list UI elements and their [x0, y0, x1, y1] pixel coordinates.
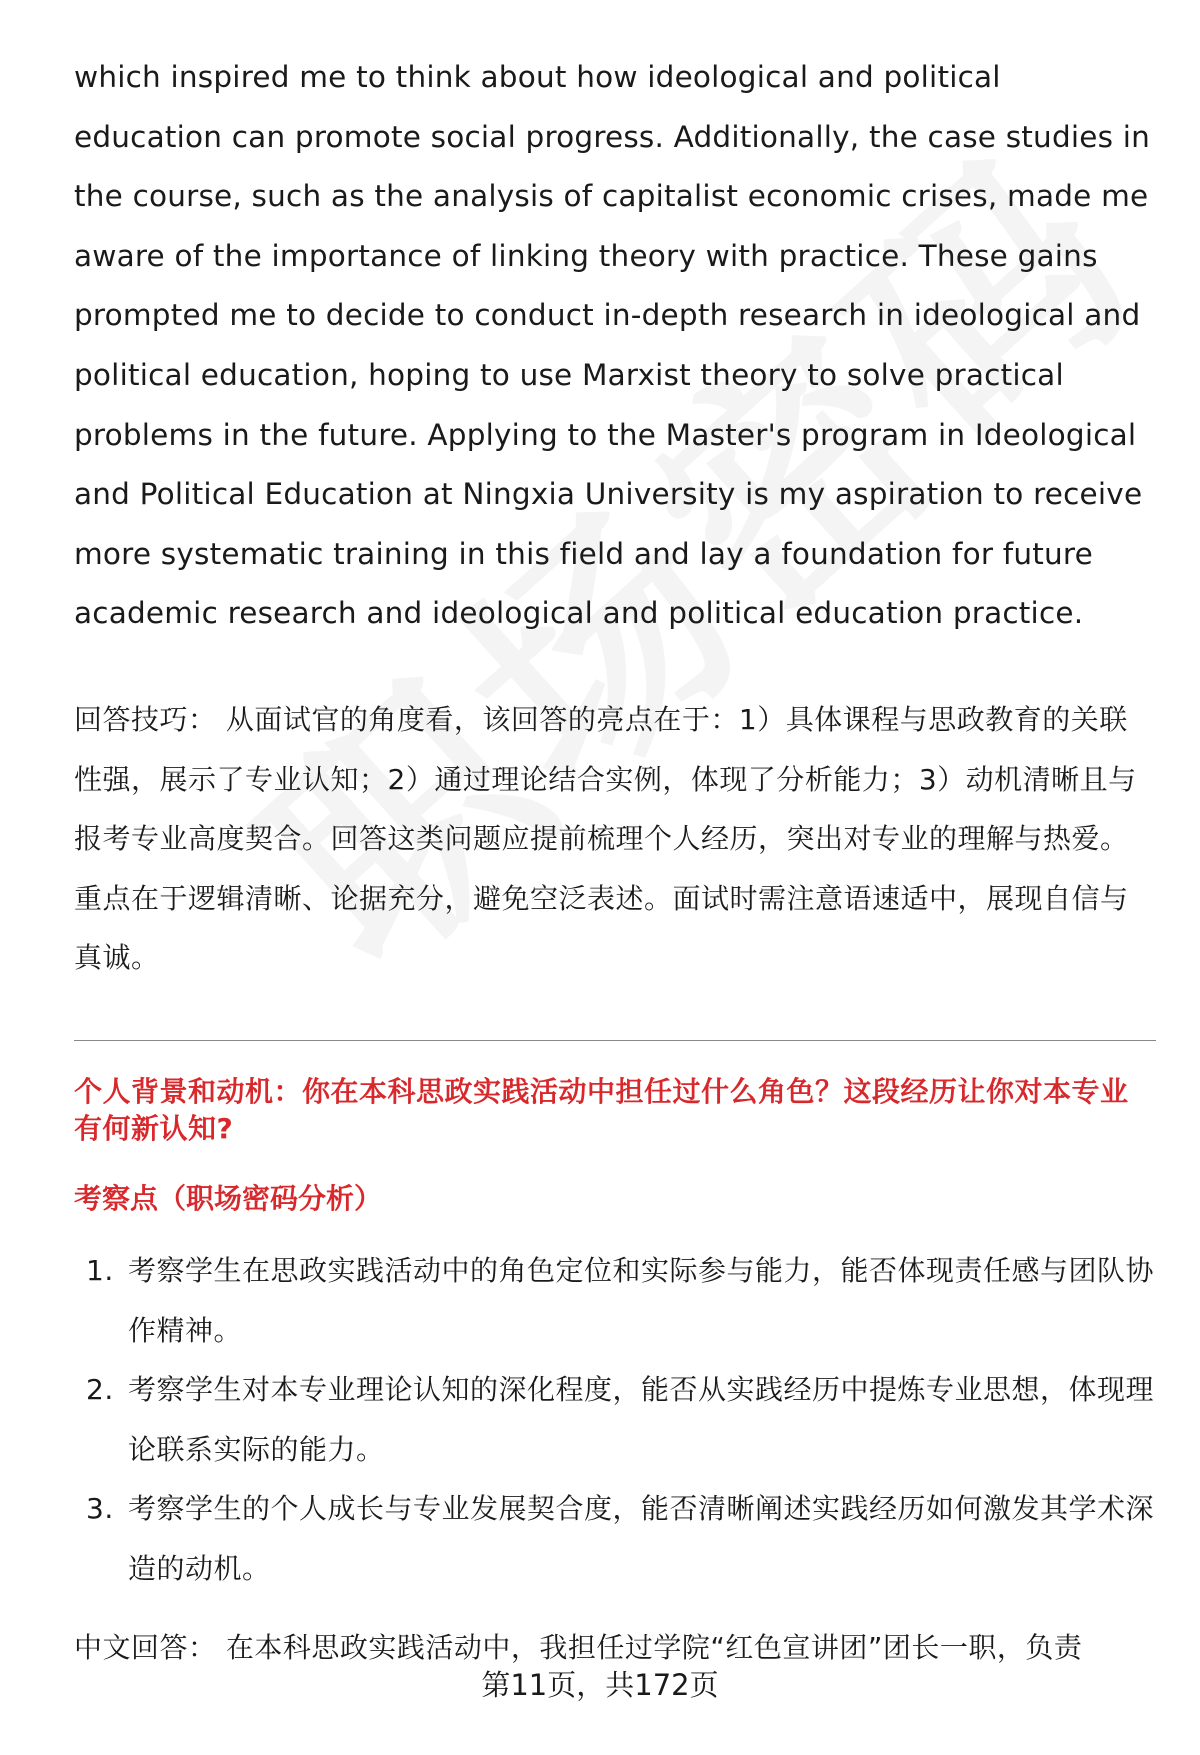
document-body	[74, 48, 1154, 1678]
list-item-text: 考察学生对本专业理论认知的深化程度，能否从实践经历中提炼专业思想，体现理论联系实际的能力。	[128, 1373, 1155, 1466]
points-heading: 考察点（职场密码分析）	[74, 1181, 383, 1215]
points-list	[74, 1241, 1154, 1599]
list-item	[74, 1479, 1154, 1598]
list-item-text: 考察学生在思政实践活动中的角色定位和实际参与能力，能否体现责任感与团队协作精神。	[128, 1253, 1155, 1347]
section-divider	[74, 1040, 1156, 1041]
list-item-text: 考察学生的个人成长与专业发展契合度，能否清晰阐述实践经历如何激发其学术深造的动机。	[128, 1492, 1155, 1585]
english-answer-paragraph: which inspired me to think about how ideological and political education can promote social progress. Additionally, the case studies in the course, such as the analysis of capitalist economic crises, made me aware of the importance of linking theory with practice. These gains prompted me to decide to conduct in-depth research in ideological and political education, hoping to use Marxist theory to solve practical problems in the future. Applying to the Master's program in Ideological and Political Education at Ningxia University is my aspiration to receive more systematic training in this field and lay a foundation for future academic research and ideological and political education practice.	[74, 60, 1151, 631]
chinese-answer-text: 在本科思政实践活动中，我担任过学院“红色宣讲团”团长一职，负责	[225, 1631, 1083, 1665]
question-heading: 个人背景和动机：你在本科思政实践活动中担任过什么角色？这段经历让你对本专业有何新认知?	[74, 1074, 1129, 1145]
page-number-footer: 第11页，共172页	[481, 1668, 719, 1702]
answer-tip-text: 从面试官的角度看，该回答的亮点在于：1）具体课程与思政教育的关联性强，展示了专业认知；2）通过理论结合实例，体现了分析能力；3）动机清晰且与报考专业高度契合。回答这类问题应提前梳理个人经历，突出对专业的理解与热爱。重点在于逻辑清晰、论据充分，避免空泛表述。面试时需注意语速适中，展现自信与真诚。	[74, 702, 1137, 975]
list-item-number: 3.	[86, 1492, 114, 1526]
list-item-number: 2.	[86, 1373, 114, 1407]
list-item-number: 1.	[86, 1253, 114, 1287]
list-item	[74, 1241, 1154, 1360]
list-item	[74, 1360, 1154, 1479]
chinese-answer-label: 中文回答：	[74, 1631, 217, 1665]
answer-tip-label: 回答技巧：	[74, 702, 217, 736]
answer-tip-paragraph	[74, 690, 1154, 988]
